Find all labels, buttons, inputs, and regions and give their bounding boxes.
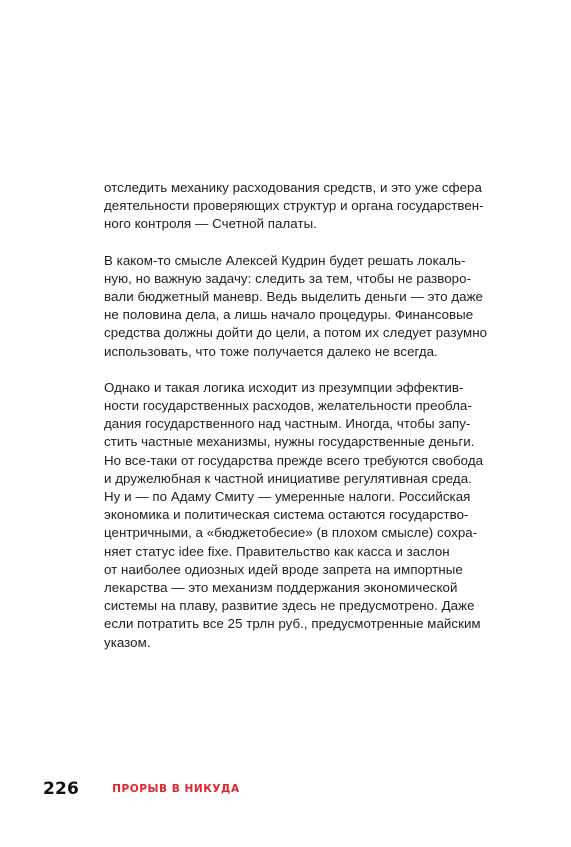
text-line: центричными, а «бюджетобесие» (в плохом смысле) сохра- <box>104 525 478 541</box>
text-line: стить частные механизмы, нужны государственные деньги. <box>104 434 475 450</box>
body-text <box>104 179 494 670</box>
text-line: Однако и такая логика исходит из презумпции эффектив- <box>104 379 464 395</box>
text-line: если потратить все 25 трлн руб., предусмотренные майским <box>104 616 481 632</box>
text-line: экономика и политическая система остаются государство- <box>104 507 469 523</box>
text-line: ности государственных расходов, желательности преобла- <box>104 398 472 414</box>
text-line: деятельности проверяющих структур и органа государствен- <box>104 198 484 214</box>
running-title: ПРОРЫВ В НИКУДА <box>112 783 240 795</box>
text-line: ного контроля — Счетной палаты. <box>104 216 317 232</box>
paragraph-1 <box>104 179 494 234</box>
text-line: лекарства — это механизм поддержания экономической <box>104 580 458 596</box>
paragraph-3 <box>104 379 494 652</box>
page-number: 226 <box>43 779 80 799</box>
text-line: вали бюджетный маневр. Ведь выделить деньги — это даже <box>104 289 483 305</box>
text-line: Но все-таки от государства прежде всего требуются свобода <box>104 452 484 468</box>
text-line: ную, но важную задачу: следить за тем, чтобы не разворо- <box>104 270 472 286</box>
paragraph-2 <box>104 252 494 361</box>
text-line: использовать, что тоже получается далеко не всегда. <box>104 343 438 359</box>
page-footer <box>43 778 240 800</box>
text-line: отследить механику расходования средств, и это уже сфера <box>104 180 482 195</box>
text-line: средства должны дойти до цели, а потом их следует разумно <box>104 325 488 341</box>
text-line: и дружелюбная к частной инициативе регулятивная среда. <box>104 470 472 486</box>
text-line: не половина дела, а лишь начало процедуры. Финансовые <box>104 307 474 323</box>
text-line: няет статус idee fixe. Правительство как касса и заслон <box>104 543 450 559</box>
text-line: от наиболее одиозных идей вроде запрета на импортные <box>104 561 463 577</box>
text-line: системы на плаву, развитие здесь не предусмотрено. Даже <box>104 598 475 614</box>
text-line: указом. <box>104 634 151 650</box>
text-line: Ну и — по Адаму Смиту — умеренные налоги. Российская <box>104 489 471 505</box>
text-line: В каком-то смысле Алексей Кудрин будет решать локаль- <box>104 252 466 268</box>
text-line: дания государственного над частным. Иногда, чтобы запу- <box>104 416 471 432</box>
